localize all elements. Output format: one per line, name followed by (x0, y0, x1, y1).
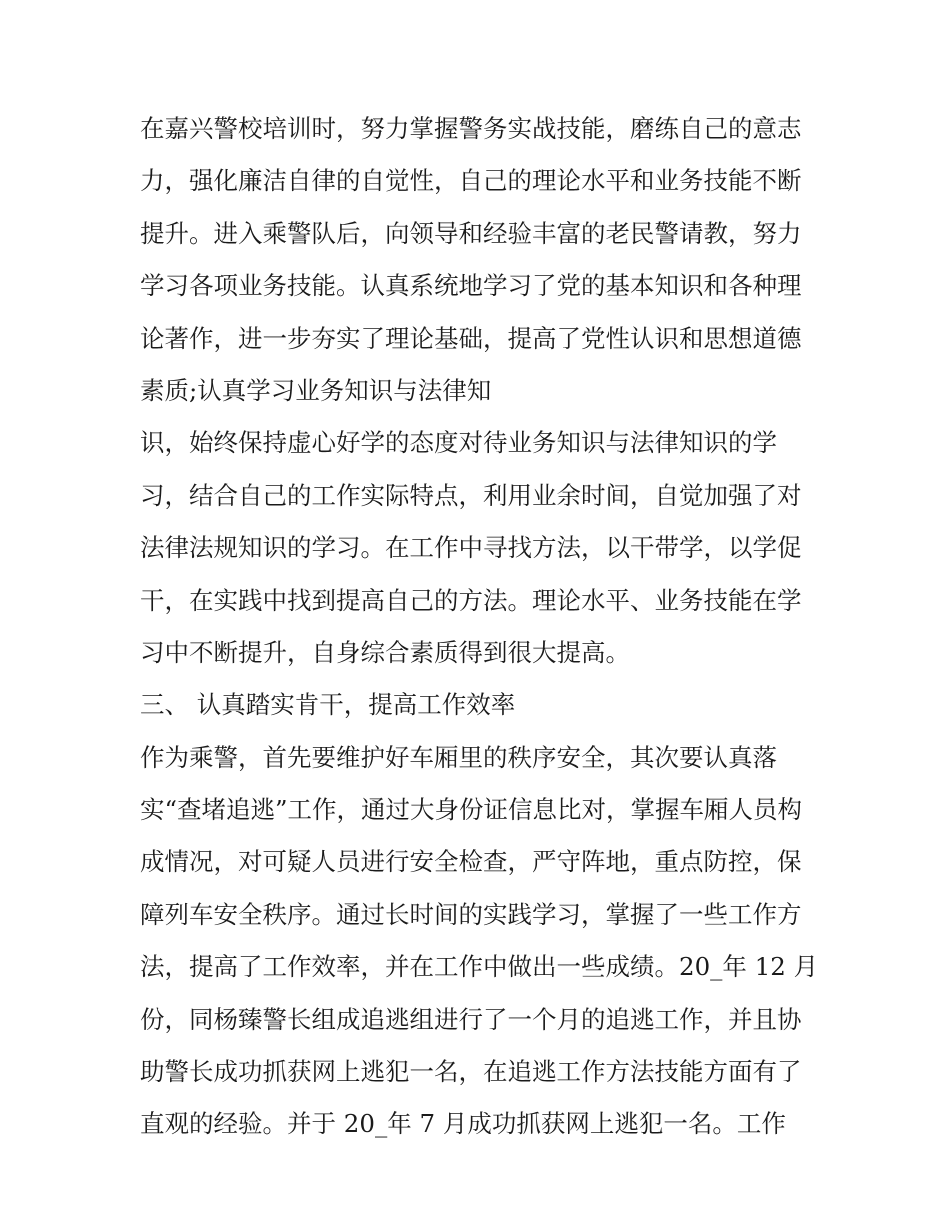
text-line: 直观的经验。并于 20_年 7 月成功抓获网上逃犯一名。工作 (140, 1109, 786, 1139)
text-line: 论著作，进一步夯实了理论基础，提高了党性认识和思想道德 (140, 323, 802, 353)
text-line: 法，提高了工作效率，并在工作中做出一些成绩。20_年 12 月 (140, 952, 819, 982)
text-line: 份，同杨臻警长组成追逃组进行了一个月的追逃工作，并且协 (140, 1004, 802, 1034)
text-line: 法律法规知识的学习。在工作中寻找方法，以干带学，以学促 (140, 533, 802, 563)
text-line: 习中不断提升，自身综合素质得到很大提高。 (140, 637, 630, 667)
body-text (140, 103, 820, 1151)
text-line: 作为乘警，首先要维护好车厢里的秩序安全，其次要认真落 (140, 742, 777, 772)
text-line: 障列车安全秩序。通过长时间的实践学习，掌握了一些工作方 (140, 899, 802, 929)
text-line: 提升。进入乘警队后，向领导和经验丰富的老民警请教，努力 (140, 218, 802, 248)
text-line: 实“查堵追逃”工作，通过大身份证信息比对，掌握车厢人员构 (140, 795, 803, 825)
text-line: 干，在实践中找到提高自己的方法。理论水平、业务技能在学 (140, 585, 802, 615)
text-line: 助警长成功抓获网上逃犯一名，在追逃工作方法技能方面有了 (140, 1057, 802, 1087)
text-line: 在嘉兴警校培训时，努力掌握警务实战技能，磨练自己的意志 (140, 114, 802, 143)
text-line: 学习各项业务技能。认真系统地学习了党的基本知识和各种理 (140, 271, 802, 301)
text-line: 识，始终保持虚心好学的态度对待业务知识与法律知识的学 (140, 428, 777, 458)
text-line: 素质;认真学习业务知识与法律知 (140, 375, 492, 405)
text-line: 习，结合自己的工作实际特点，利用业余时间，自觉加强了对 (140, 480, 802, 510)
text-line: 力，强化廉洁自律的自觉性，自己的理论水平和业务技能不断 (140, 166, 802, 196)
section-heading: 三、 认真踏实肯干，提高工作效率 (140, 690, 516, 720)
text-line: 成情况，对可疑人员进行安全检查，严守阵地，重点防控，保 (140, 847, 802, 877)
